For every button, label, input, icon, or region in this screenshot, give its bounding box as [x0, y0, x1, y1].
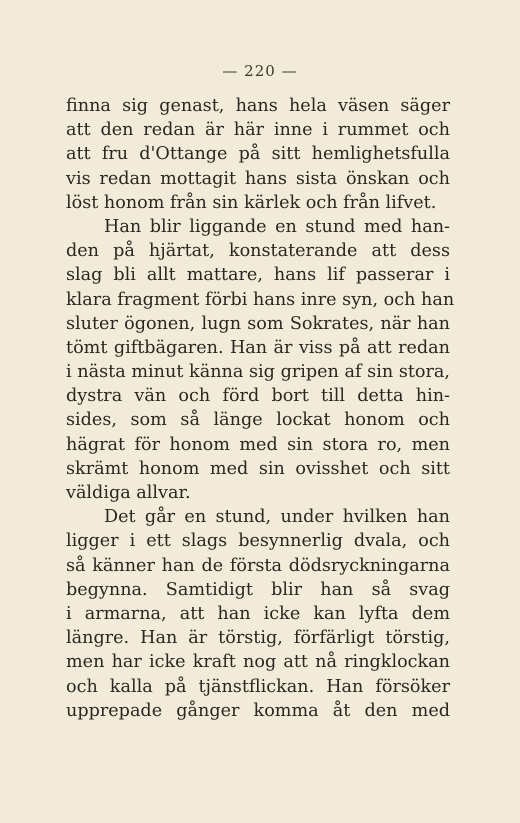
- page-number: — 220 —: [222, 62, 298, 80]
- text-line: att den redan är här inne i rummet och: [66, 120, 450, 141]
- text-line: slag bli allt mattare, hans lif passerar i: [66, 265, 450, 286]
- text-line: Han blir liggande en stund med han-: [104, 216, 450, 237]
- text-line: klara fragment förbi hans inre syn, och han: [66, 289, 455, 310]
- text-line: finna sig genast, hans hela väsen säger: [66, 96, 450, 116]
- text-line: Det går en stund, under hvilken han: [104, 507, 450, 528]
- text-line: dystra vän och förd bort till detta hin-: [66, 386, 450, 407]
- text-line: i armarna, att han icke kan lyfta dem: [66, 603, 450, 624]
- body-text: [66, 94, 455, 723]
- text-line: sluter ögonen, lugn som Sokrates, när han: [66, 313, 450, 334]
- text-line: sides, som så länge lockat honom och: [66, 410, 450, 431]
- text-line: ligger i ett slags besynnerlig dvala, och: [66, 531, 450, 552]
- text-line: tömt giftbägaren. Han är viss på att redan: [66, 337, 450, 358]
- text-line: skrämt honom med sin ovisshet och sitt: [66, 458, 450, 479]
- text-line: i nästa minut känna sig gripen af sin stora,: [66, 362, 450, 383]
- text-line: och kalla på tjänstflickan. Han försöker: [66, 676, 450, 697]
- text-line: vis redan mottagit hans sista önskan och: [66, 168, 450, 189]
- text-line: upprepade gånger komma åt den med: [66, 700, 450, 721]
- text-line: att fru d'Ottange på sitt hemlighetsfulla: [66, 144, 450, 165]
- text-line: men har icke kraft nog att nå ringklockan: [66, 652, 450, 673]
- text-line: den på hjärtat, konstaterande att dess: [66, 241, 450, 262]
- text-line: löst honom från sin kärlek och från lifvet.: [66, 192, 437, 213]
- text-line: längre. Han är törstig, förfärligt törstig,: [66, 628, 450, 649]
- text-line: hägrat för honom med sin stora ro, men: [66, 434, 450, 455]
- text-line: så känner han de första dödsryckningarna: [66, 555, 450, 576]
- text-line: begynna. Samtidigt blir han så svag: [66, 579, 450, 600]
- text-line: väldiga allvar.: [66, 483, 191, 503]
